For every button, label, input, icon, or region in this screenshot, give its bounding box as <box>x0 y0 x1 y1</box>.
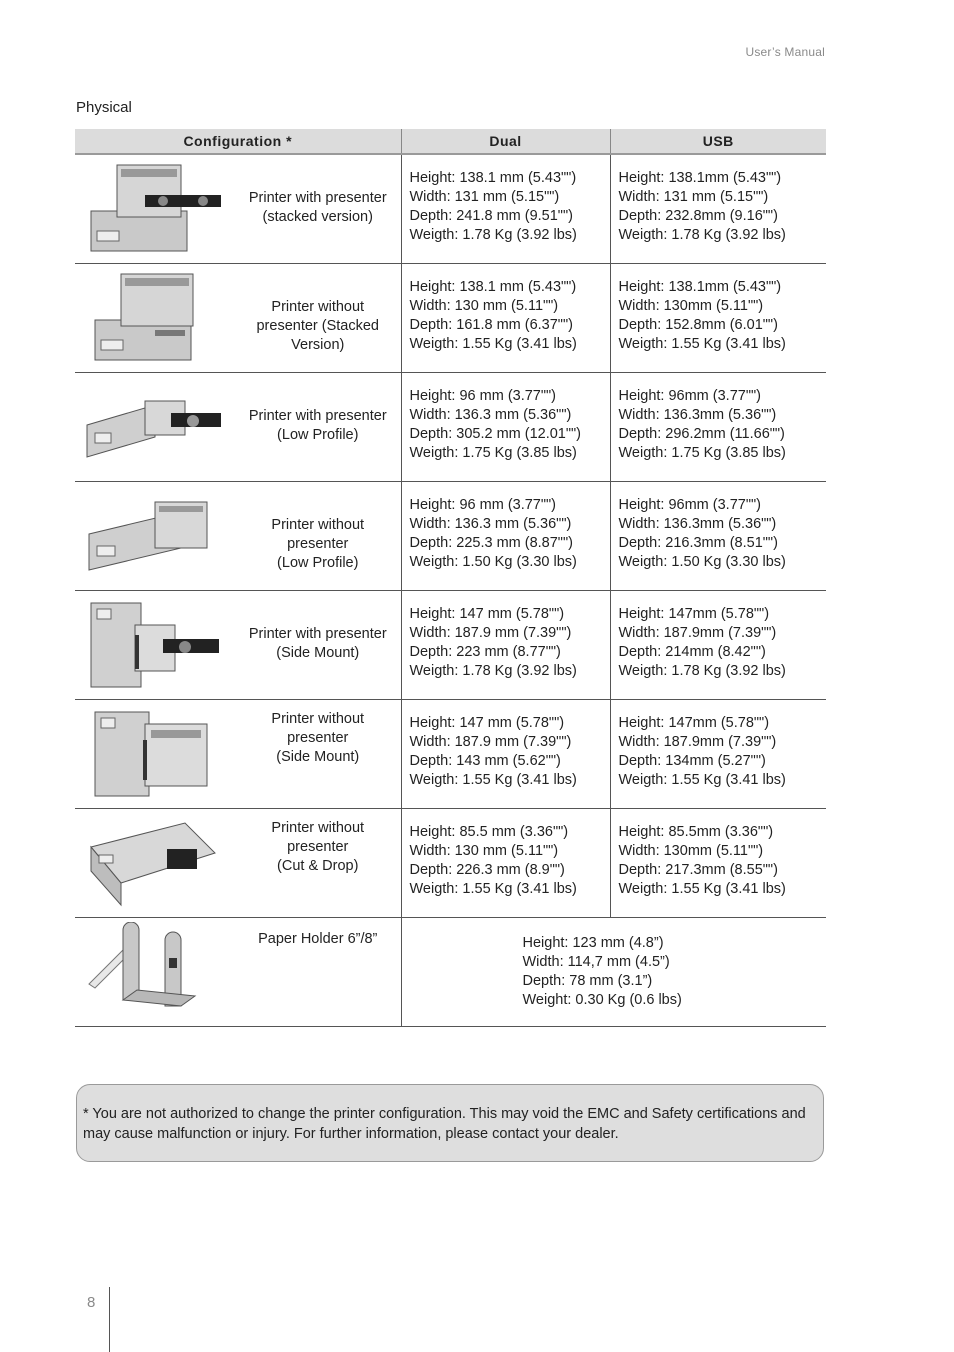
header-usb: USB <box>610 129 826 154</box>
table-row <box>75 373 826 482</box>
dual-spec-line: Weigth: 1.55 Kg (3.41 lbs) <box>409 881 577 897</box>
usb-spec-line: Depth: 217.3mm (8.55"") <box>618 862 778 878</box>
printer-image <box>75 591 235 695</box>
dual-spec-line: Width: 136.3 mm (5.36"") <box>409 516 572 532</box>
dual-spec-cell <box>401 809 610 918</box>
usb-spec-line: Width: 130mm (5.11"") <box>618 298 764 314</box>
dual-spec-cell <box>401 591 610 700</box>
dual-spec-cell <box>401 264 610 373</box>
config-cell <box>75 154 401 264</box>
page-number: 8 <box>87 1294 96 1311</box>
dual-spec-line: Width: 136.3 mm (5.36"") <box>409 407 572 423</box>
config-label: Paper Holder 6”/8” <box>258 931 378 947</box>
dual-spec-line: Height: 138.1 mm (5.43"") <box>409 170 577 186</box>
dual-spec-line: Weigth: 1.78 Kg (3.92 lbs) <box>409 227 577 243</box>
config-cell <box>75 264 401 373</box>
config-cell <box>75 373 401 482</box>
usb-spec-line: Weigth: 1.78 Kg (3.92 lbs) <box>618 227 786 243</box>
dual-spec-line: Weigth: 1.55 Kg (3.41 lbs) <box>409 336 577 352</box>
dual-spec-line: Height: 147 mm (5.78"") <box>409 715 565 731</box>
table-row <box>75 809 826 918</box>
warning-note: * You are not authorized to change the printer configuration. This may void the EMC and Safety certifications and may cause malfunction or injury. For further information, please contact your dealer. <box>76 1084 824 1162</box>
usb-spec-line: Width: 136.3mm (5.36"") <box>618 516 777 532</box>
usb-spec-cell <box>610 809 826 918</box>
paper-holder-image <box>75 918 235 1022</box>
config-label: Printer without presenter (Cut & Drop) <box>271 820 365 874</box>
usb-spec-line: Width: 187.9mm (7.39"") <box>618 734 777 750</box>
usb-spec-line: Weigth: 1.55 Kg (3.41 lbs) <box>618 772 786 788</box>
dual-spec-line: Height: 96 mm (3.77"") <box>409 497 556 513</box>
physical-spec-table <box>75 129 826 1027</box>
printer-image <box>75 373 235 477</box>
holder-spec-line: Weight: 0.30 Kg (0.6 lbs) <box>522 992 682 1008</box>
usb-spec-line: Depth: 232.8mm (9.16"") <box>618 208 778 224</box>
usb-spec-line: Height: 138.1mm (5.43"") <box>618 170 782 186</box>
config-cell <box>75 700 401 809</box>
config-label: Printer with presenter (Low Profile) <box>248 408 387 443</box>
usb-spec-line: Height: 147mm (5.78"") <box>618 715 770 731</box>
usb-spec-line: Depth: 296.2mm (11.66"") <box>618 426 785 442</box>
config-cell <box>75 918 401 1027</box>
usb-spec-line: Depth: 214mm (8.42"") <box>618 644 766 660</box>
usb-spec-cell <box>610 591 826 700</box>
table-row <box>75 482 826 591</box>
dual-spec-line: Weigth: 1.50 Kg (3.30 lbs) <box>409 554 577 570</box>
usb-spec-line: Width: 136.3mm (5.36"") <box>618 407 777 423</box>
config-cell <box>75 482 401 591</box>
dual-spec-cell <box>401 154 610 264</box>
usb-spec-line: Weigth: 1.78 Kg (3.92 lbs) <box>618 663 786 679</box>
dual-spec-line: Width: 130 mm (5.11"") <box>409 298 559 314</box>
dual-spec-line: Height: 138.1 mm (5.43"") <box>409 279 577 295</box>
dual-spec-line: Depth: 305.2 mm (12.01"") <box>409 426 581 442</box>
table-row <box>75 154 826 264</box>
dual-spec-line: Width: 130 mm (5.11"") <box>409 843 559 859</box>
usb-spec-line: Weigth: 1.50 Kg (3.30 lbs) <box>618 554 786 570</box>
usb-spec-line: Weigth: 1.55 Kg (3.41 lbs) <box>618 881 786 897</box>
printer-image <box>75 155 235 259</box>
dual-spec-line: Width: 187.9 mm (7.39"") <box>409 734 572 750</box>
usb-spec-line: Height: 96mm (3.77"") <box>618 388 761 404</box>
table-row-paper-holder <box>75 918 826 1027</box>
usb-spec-line: Width: 130mm (5.11"") <box>618 843 764 859</box>
dual-spec-cell <box>401 373 610 482</box>
dual-spec-line: Depth: 143 mm (5.62"") <box>409 753 561 769</box>
dual-spec-line: Weigth: 1.78 Kg (3.92 lbs) <box>409 663 577 679</box>
usb-spec-line: Height: 147mm (5.78"") <box>618 606 770 622</box>
config-cell <box>75 809 401 918</box>
dual-spec-line: Height: 147 mm (5.78"") <box>409 606 565 622</box>
usb-spec-line: Weigth: 1.75 Kg (3.85 lbs) <box>618 445 786 461</box>
usb-spec-line: Height: 138.1mm (5.43"") <box>618 279 782 295</box>
holder-spec-line: Height: 123 mm (4.8”) <box>522 935 664 951</box>
dual-spec-line: Depth: 226.3 mm (8.9"") <box>409 862 565 878</box>
holder-spec-line: Depth: 78 mm (3.1”) <box>522 973 653 989</box>
config-label: Printer with presenter (stacked version) <box>248 190 387 225</box>
dual-spec-line: Height: 85.5 mm (3.36"") <box>409 824 569 840</box>
usb-spec-line: Width: 187.9mm (7.39"") <box>618 625 777 641</box>
config-label: Printer without presenter (Stacked Version) <box>256 299 379 353</box>
dual-spec-line: Weigth: 1.55 Kg (3.41 lbs) <box>409 772 577 788</box>
usb-spec-cell <box>610 482 826 591</box>
table-row <box>75 591 826 700</box>
holder-spec-cell <box>401 918 826 1027</box>
dual-spec-line: Weigth: 1.75 Kg (3.85 lbs) <box>409 445 577 461</box>
dual-spec-line: Depth: 223 mm (8.77"") <box>409 644 561 660</box>
dual-spec-line: Width: 187.9 mm (7.39"") <box>409 625 572 641</box>
printer-image <box>75 700 235 804</box>
holder-spec-line: Width: 114,7 mm (4.5”) <box>522 954 670 970</box>
config-cell <box>75 591 401 700</box>
manual-header: User’s Manual <box>745 45 825 59</box>
printer-image <box>75 482 235 586</box>
usb-spec-line: Height: 85.5mm (3.36"") <box>618 824 774 840</box>
dual-spec-cell <box>401 700 610 809</box>
table-header-row <box>75 129 826 154</box>
printer-image <box>75 264 235 368</box>
config-label: Printer without presenter (Low Profile) <box>271 517 365 571</box>
header-configuration: Configuration * <box>75 129 401 154</box>
usb-spec-line: Depth: 152.8mm (6.01"") <box>618 317 778 333</box>
printer-image <box>75 809 235 913</box>
dual-spec-line: Height: 96 mm (3.77"") <box>409 388 556 404</box>
usb-spec-cell <box>610 154 826 264</box>
dual-spec-line: Depth: 161.8 mm (6.37"") <box>409 317 573 333</box>
config-label: Printer with presenter (Side Mount) <box>248 626 387 661</box>
section-title: Physical <box>76 99 132 116</box>
header-dual: Dual <box>401 129 610 154</box>
usb-spec-line: Weigth: 1.55 Kg (3.41 lbs) <box>618 336 786 352</box>
table-row <box>75 264 826 373</box>
footer-rule <box>109 1287 110 1352</box>
usb-spec-line: Depth: 216.3mm (8.51"") <box>618 535 778 551</box>
dual-spec-line: Depth: 241.8 mm (9.51"") <box>409 208 573 224</box>
usb-spec-cell <box>610 373 826 482</box>
table-row <box>75 700 826 809</box>
usb-spec-line: Width: 131 mm (5.15"") <box>618 189 769 205</box>
dual-spec-line: Width: 131 mm (5.15"") <box>409 189 560 205</box>
usb-spec-cell <box>610 700 826 809</box>
config-label: Printer without presenter (Side Mount) <box>271 711 365 765</box>
dual-spec-line: Depth: 225.3 mm (8.87"") <box>409 535 573 551</box>
usb-spec-line: Depth: 134mm (5.27"") <box>618 753 766 769</box>
usb-spec-cell <box>610 264 826 373</box>
usb-spec-line: Height: 96mm (3.77"") <box>618 497 761 513</box>
dual-spec-cell <box>401 482 610 591</box>
